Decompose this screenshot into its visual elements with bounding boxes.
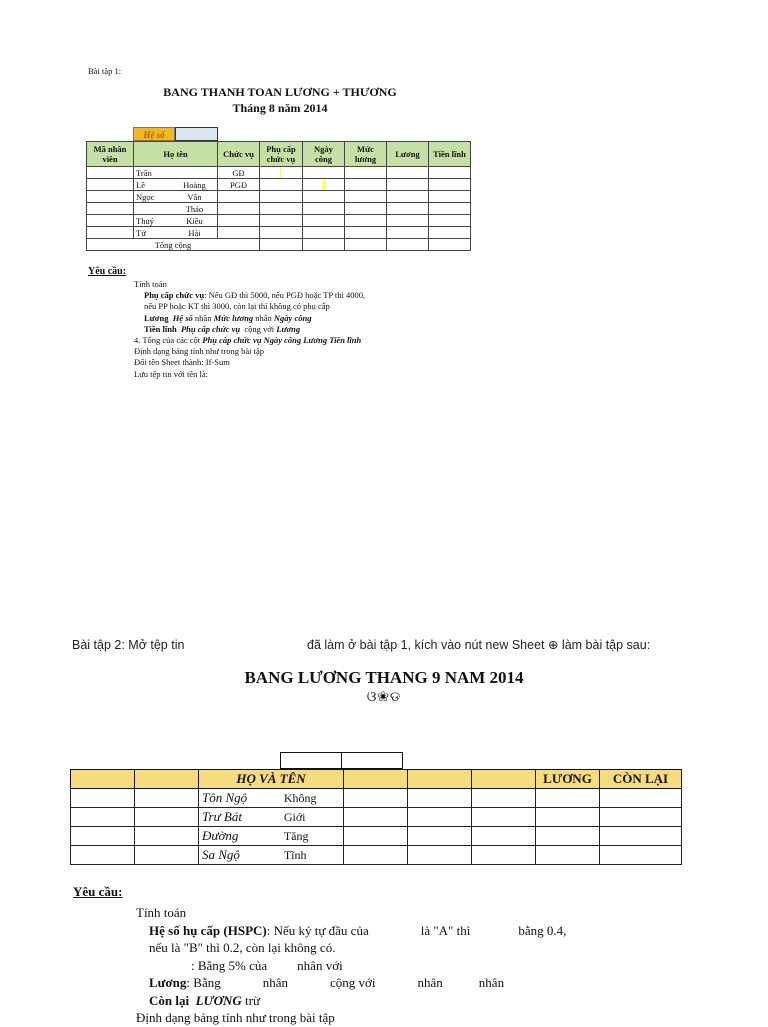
cell[interactable] bbox=[71, 789, 135, 808]
cell[interactable]: Thảo bbox=[172, 203, 218, 215]
req-line: Tính toán bbox=[136, 905, 187, 920]
cell[interactable] bbox=[260, 179, 303, 191]
req-line: Tính toán bbox=[134, 279, 167, 289]
cell[interactable]: Hải bbox=[172, 227, 218, 239]
cell[interactable]: Sa Ngộ bbox=[199, 846, 281, 865]
cell[interactable] bbox=[344, 789, 408, 808]
cell[interactable] bbox=[429, 227, 471, 239]
cell[interactable] bbox=[260, 203, 303, 215]
exercise-1-subtitle: Tháng 8 năm 2014 bbox=[232, 101, 328, 115]
cell[interactable] bbox=[218, 227, 260, 239]
cell[interactable] bbox=[260, 191, 303, 203]
header-cell: Tiền lĩnh bbox=[429, 142, 471, 167]
cell[interactable] bbox=[345, 191, 387, 203]
exercise-1-label: Bài tập 1: bbox=[88, 66, 122, 76]
req-line: nếu PP hoặc KT thì 3000, còn lại thì không có phụ cấp bbox=[144, 301, 330, 312]
cell[interactable] bbox=[345, 167, 387, 179]
cell[interactable]: Tứ bbox=[134, 227, 172, 239]
cell[interactable] bbox=[429, 239, 471, 251]
cell[interactable] bbox=[135, 827, 199, 846]
cell[interactable] bbox=[71, 808, 135, 827]
cell[interactable]: PGĐ bbox=[218, 179, 260, 191]
cell[interactable] bbox=[172, 167, 218, 179]
header-cell bbox=[472, 770, 536, 789]
cell[interactable]: Hoàng bbox=[172, 179, 218, 191]
cell[interactable] bbox=[344, 846, 408, 865]
cell[interactable] bbox=[600, 827, 682, 846]
cell[interactable] bbox=[87, 191, 134, 203]
exercise-1-title: BANG THANH TOAN LƯƠNG + THƯƠNG bbox=[163, 85, 397, 99]
req-line: 4. Tổng của các cột Phụ cấp chức vụ Ngày công Lương Tiền lĩnh bbox=[134, 335, 362, 346]
cell[interactable] bbox=[71, 827, 135, 846]
header-cell: Phụ cấp chức vụ bbox=[260, 142, 303, 167]
cell[interactable]: Kiều bbox=[172, 215, 218, 227]
cell[interactable] bbox=[218, 191, 260, 203]
cell[interactable]: Ngọc bbox=[134, 191, 172, 203]
cell[interactable] bbox=[303, 215, 345, 227]
header-cell bbox=[408, 770, 472, 789]
header-cell bbox=[135, 770, 199, 789]
cell[interactable] bbox=[429, 215, 471, 227]
table-row bbox=[87, 215, 471, 227]
req-line: Tiền lĩnh Phụ cấp chức vụ cộng với Lương bbox=[144, 323, 301, 334]
requirements-list bbox=[134, 279, 365, 380]
exercise-2-intro: Bài tập 2: Mở tệp tin đã làm ở bài tập 1, kích vào nút new Sheet ⊕ làm bài tập sau: bbox=[72, 638, 651, 652]
cell[interactable] bbox=[387, 227, 429, 239]
cell[interactable]: Không bbox=[281, 789, 344, 808]
table-header-row bbox=[87, 142, 471, 167]
salary-table-september bbox=[70, 769, 682, 865]
cell[interactable] bbox=[387, 167, 429, 179]
cell[interactable] bbox=[536, 808, 600, 827]
cell[interactable]: Trư Bát bbox=[199, 808, 281, 827]
cell[interactable]: Trần bbox=[134, 167, 172, 179]
cell[interactable] bbox=[429, 167, 471, 179]
cell[interactable] bbox=[472, 827, 536, 846]
cell[interactable] bbox=[387, 203, 429, 215]
cell[interactable] bbox=[303, 239, 345, 251]
cell[interactable] bbox=[600, 846, 682, 865]
cell[interactable] bbox=[303, 191, 345, 203]
cell[interactable] bbox=[135, 846, 199, 865]
cell[interactable]: Tăng bbox=[281, 827, 344, 846]
cell[interactable] bbox=[408, 827, 472, 846]
cell[interactable] bbox=[345, 179, 387, 191]
cell[interactable] bbox=[536, 846, 600, 865]
req-line: Hệ số hụ cấp (HSPC): Nếu ký tự đầu của là "A" thì bằng 0.4, bbox=[149, 922, 567, 938]
cell[interactable]: Vân bbox=[172, 191, 218, 203]
cell[interactable] bbox=[344, 827, 408, 846]
cell[interactable] bbox=[472, 789, 536, 808]
total-label: Tổng cộng bbox=[87, 239, 260, 251]
req-line: Lưu tệp tin với tên là: bbox=[134, 368, 209, 379]
highlight-mark bbox=[280, 168, 282, 178]
cell[interactable]: Tĩnh bbox=[281, 846, 344, 865]
exercise-2-title: BANG LƯƠNG THANG 9 NAM 2014 bbox=[244, 668, 524, 687]
cell[interactable] bbox=[387, 191, 429, 203]
cell[interactable] bbox=[303, 227, 345, 239]
table-row bbox=[87, 191, 471, 203]
cell[interactable] bbox=[429, 179, 471, 191]
cell[interactable] bbox=[135, 789, 199, 808]
req-line: : Bằng 5% của nhân với bbox=[191, 957, 343, 973]
cell[interactable] bbox=[345, 227, 387, 239]
cell[interactable] bbox=[87, 167, 134, 179]
requirements-heading: Yêu cầu: bbox=[73, 884, 123, 899]
cell[interactable] bbox=[472, 808, 536, 827]
table-header-row bbox=[71, 770, 682, 789]
highlight-mark bbox=[322, 180, 324, 190]
salary-table-august bbox=[86, 141, 471, 251]
table-row bbox=[71, 827, 682, 846]
empty-cell[interactable] bbox=[280, 752, 342, 769]
cell[interactable]: Tôn Ngộ bbox=[199, 789, 281, 808]
cell[interactable] bbox=[303, 203, 345, 215]
cell[interactable] bbox=[260, 215, 303, 227]
table-row bbox=[87, 203, 471, 215]
header-cell bbox=[71, 770, 135, 789]
cell[interactable] bbox=[260, 227, 303, 239]
cell[interactable]: Lê bbox=[134, 179, 172, 191]
req-line: Phụ cấp chức vụ: Nếu GĐ thì 5000, nếu PGĐ hoặc TP thì 4000, bbox=[144, 290, 366, 301]
header-cell: Mức lương bbox=[345, 142, 387, 167]
header-cell: Họ tên bbox=[134, 142, 218, 167]
cell[interactable] bbox=[408, 789, 472, 808]
requirements-heading: Yêu cầu: bbox=[88, 266, 127, 277]
header-cell: HỌ VÀ TÊN bbox=[199, 770, 344, 789]
cell[interactable] bbox=[87, 179, 134, 191]
cell[interactable]: Giới bbox=[281, 808, 344, 827]
cell[interactable] bbox=[71, 846, 135, 865]
header-cell: Chức vụ bbox=[218, 142, 260, 167]
cell[interactable]: Đường bbox=[199, 827, 281, 846]
header-cell: CÒN LẠI bbox=[600, 770, 682, 789]
cell[interactable]: GĐ bbox=[218, 167, 260, 179]
header-cell: LƯƠNG bbox=[536, 770, 600, 789]
cell[interactable] bbox=[345, 239, 387, 251]
cell[interactable]: Thuỷ bbox=[134, 215, 172, 227]
cell[interactable] bbox=[260, 167, 303, 179]
cell[interactable] bbox=[134, 203, 172, 215]
cell[interactable] bbox=[303, 179, 345, 191]
table-row bbox=[87, 227, 471, 239]
cell[interactable] bbox=[600, 808, 682, 827]
empty-cell[interactable] bbox=[341, 752, 403, 769]
cell[interactable] bbox=[344, 808, 408, 827]
table-row bbox=[71, 808, 682, 827]
table-row bbox=[71, 846, 682, 865]
req-line: Lương: Bằng nhân cộng với nhân nhân bbox=[149, 975, 505, 990]
cell[interactable] bbox=[472, 846, 536, 865]
cell[interactable] bbox=[536, 827, 600, 846]
total-row bbox=[87, 239, 471, 251]
header-cell: Ngày công bbox=[303, 142, 345, 167]
table-row bbox=[87, 167, 471, 179]
table-row bbox=[87, 179, 471, 191]
cell[interactable] bbox=[87, 227, 134, 239]
header-cell: Lương bbox=[387, 142, 429, 167]
req-line: Lương Hệ số nhân Mức lương nhân Ngày công bbox=[144, 312, 312, 323]
cell[interactable] bbox=[135, 808, 199, 827]
cell[interactable] bbox=[429, 203, 471, 215]
req-line: Định dạng bảng tính như trong bài tập bbox=[134, 346, 264, 357]
cell[interactable] bbox=[536, 789, 600, 808]
cell[interactable] bbox=[218, 203, 260, 215]
req-line: Còn lại LƯƠNG trừ bbox=[149, 992, 261, 1008]
req-line: nếu là "B" thì 0.2, còn lại không có. bbox=[149, 940, 336, 955]
req-line: Định dạng bảng tính như trong bài tập bbox=[136, 1010, 335, 1025]
cell[interactable] bbox=[303, 167, 345, 179]
cell[interactable] bbox=[345, 215, 387, 227]
header-cell bbox=[344, 770, 408, 789]
cell[interactable] bbox=[429, 191, 471, 203]
header-cell: Mã nhân viên bbox=[87, 142, 134, 167]
cell[interactable] bbox=[408, 846, 472, 865]
cell[interactable] bbox=[87, 203, 134, 215]
req-line: Đổi tên Sheet thành: If-Sum bbox=[134, 357, 230, 368]
cell[interactable] bbox=[345, 203, 387, 215]
table-row bbox=[71, 789, 682, 808]
he-so-input-cell[interactable] bbox=[175, 127, 218, 141]
cell[interactable] bbox=[387, 239, 429, 251]
ornament-divider: ଓ❀ଡ bbox=[366, 690, 402, 705]
cell[interactable] bbox=[218, 215, 260, 227]
cell[interactable] bbox=[387, 215, 429, 227]
he-so-label: Hệ số bbox=[133, 127, 175, 141]
requirements-list bbox=[136, 904, 566, 1027]
cell[interactable] bbox=[408, 808, 472, 827]
cell[interactable] bbox=[600, 789, 682, 808]
cell[interactable] bbox=[387, 179, 429, 191]
cell[interactable] bbox=[87, 215, 134, 227]
cell[interactable] bbox=[260, 239, 303, 251]
